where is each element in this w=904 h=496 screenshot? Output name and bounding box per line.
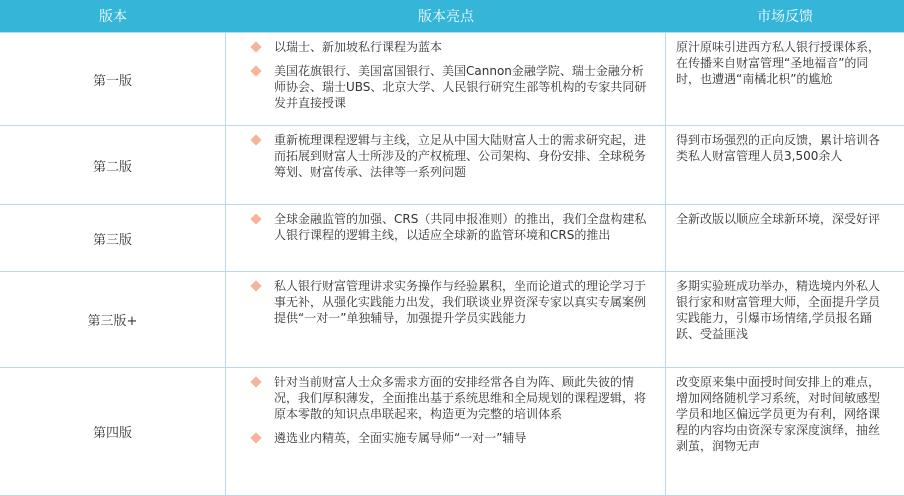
feedback-cell: 改变原来集中面授时间安排上的难点，增加网络随机学习系统，对时间敏感型学员和地区偏远学员更为有利，网络课程的内容均由资深专家深度演绎，抽丝剥茧，润物无声	[676, 375, 881, 453]
highlight-item: 美国花旗银行、美国富国银行、美国Cannon金融学院、瑞士金融分析师协会、瑞士UBS、北京大学、人民银行研究生部等机构的专家共同研发并直接授课	[252, 63, 647, 111]
highlights-cell	[226, 33, 666, 125]
highlight-item: 以瑞士、新加坡私行课程为蓝本	[252, 39, 647, 55]
diamond-bullet-icon	[250, 213, 261, 224]
diamond-bullet-icon	[250, 134, 261, 145]
diamond-bullet-icon	[250, 41, 261, 52]
diamond-bullet-icon	[250, 376, 261, 387]
version-cell: 第二版	[0, 126, 226, 204]
table-row	[0, 271, 904, 367]
table-row	[0, 32, 904, 125]
highlights-cell	[226, 205, 666, 271]
diamond-bullet-icon	[250, 280, 261, 291]
highlight-item: 私人银行财富管理讲求实务操作与经验累积，坐而论道式的理论学习于事无补，从强化实践能力出发，我们联谈业界资深专家以真实专属案例提供“一对一”单独辅导，加强提升学员实践能力	[252, 278, 647, 326]
highlights-cell	[226, 126, 666, 204]
feedback-cell: 多期实验班成功举办，精选境内外私人银行家和财富管理大师，全面提升学员实践能力，引爆市场情绪,学员报名踊跃、受益匪浅	[676, 279, 881, 341]
header-highlights: 版本亮点	[418, 9, 474, 25]
table-row	[0, 204, 904, 271]
highlights-cell	[226, 272, 666, 367]
feedback-cell: 原汁原味引进西方私人银行授课体系，在传播来自财富管理“圣地福音”的同时，也遭遇“南橘北枳”的尴尬	[676, 40, 881, 86]
version-cell: 第三版	[0, 205, 226, 271]
highlight-item: 针对当前财富人士众多需求方面的安排经常各自为阵、顾此失彼的情况，我们厚积薄发，全面推出基于系统思维和全局规划的课程逻辑，将原本零散的知识点串联起来，构造更为完整的培训体系	[252, 374, 647, 422]
diamond-bullet-icon	[250, 65, 261, 76]
highlights-cell	[226, 368, 666, 495]
table-row	[0, 367, 904, 495]
version-cell: 第一版	[0, 33, 226, 125]
table-header	[0, 0, 904, 32]
feedback-cell: 得到市场强烈的正向反馈，累计培训各类私人财富管理人员3,500余人	[676, 133, 881, 163]
highlight-item: 遴选业内精英，全面实施专属导师“一对一”辅导	[252, 430, 647, 446]
feedback-cell: 全新改版以顺应全球新环境，深受好评	[676, 212, 881, 226]
version-cell: 第三版+	[0, 272, 226, 367]
header-feedback: 市场反馈	[757, 9, 813, 25]
version-cell: 第四版	[0, 368, 226, 495]
header-version: 版本	[99, 9, 127, 25]
highlight-item: 全球金融监管的加强、CRS（共同申报准则）的推出，我们全盘构建私人银行课程的逻辑主线，以适应全球新的监管环境和CRS的推出	[252, 211, 647, 243]
table-row	[0, 125, 904, 204]
diamond-bullet-icon	[250, 432, 261, 443]
highlight-item: 重新梳理课程逻辑与主线，立足从中国大陆财富人士的需求研究起，进而拓展到财富人士所涉及的产权梳理、公司架构、身份安排、全球税务筹划、财富传承、法律等一系列问题	[252, 132, 647, 180]
